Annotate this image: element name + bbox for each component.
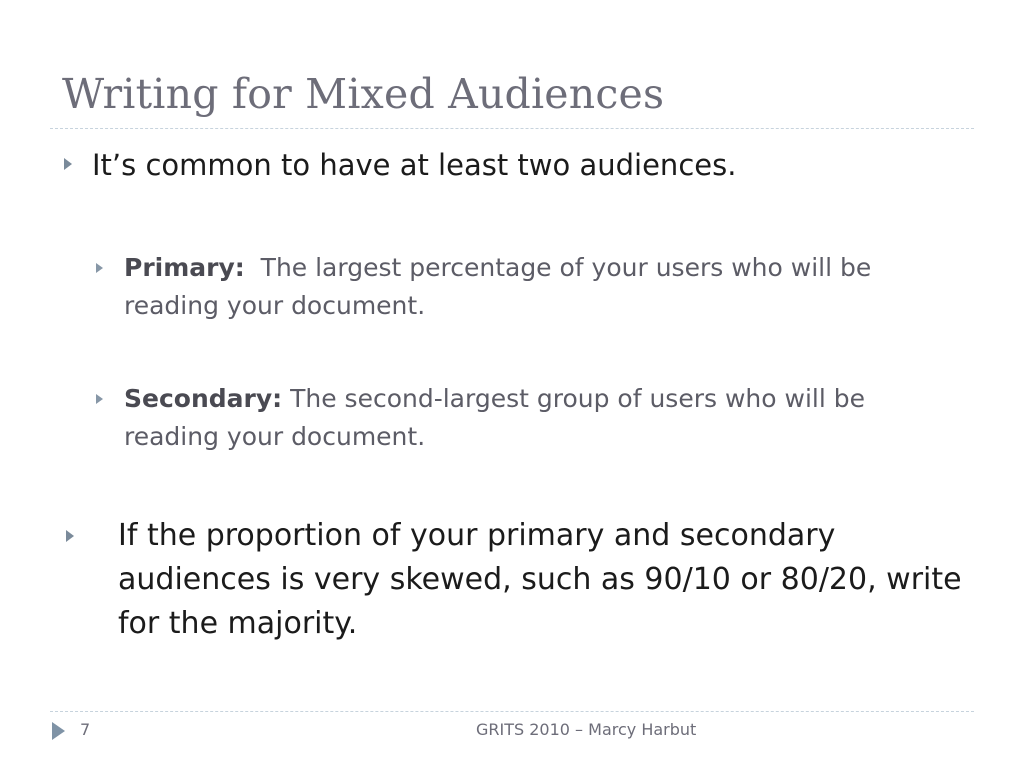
sub-bullet-primary: [124, 249, 954, 325]
slide-title: Writing for Mixed Audiences: [62, 70, 665, 118]
sub-bullet-text: The second-largest group of users who will be reading your document.: [124, 384, 865, 451]
sub-bullet-label: Secondary:: [124, 384, 283, 413]
sub-bullet-label: Primary:: [124, 253, 245, 282]
bullet-main-2: If the proportion of your primary and secondary audiences is very skewed, such as 90/10 or 80/20, write for the majority.: [118, 518, 962, 641]
sub-bullet-text: The largest percentage of your users who will be reading your document.: [124, 253, 872, 320]
footer-triangle-icon: [52, 722, 65, 740]
bullet-triangle-icon: [64, 158, 72, 170]
sub-bullet-secondary: [124, 380, 954, 456]
page-number: 7: [80, 720, 91, 739]
footer-text: GRITS 2010 – Marcy Harbut: [476, 720, 697, 739]
bullet-triangle-icon: [96, 263, 103, 273]
bullet-main-1: It’s common to have at least two audiences.: [92, 148, 737, 182]
bullet-triangle-icon: [66, 530, 74, 542]
title-divider: [50, 128, 974, 129]
bullet-triangle-icon: [96, 394, 103, 404]
footer-divider: [50, 711, 974, 712]
